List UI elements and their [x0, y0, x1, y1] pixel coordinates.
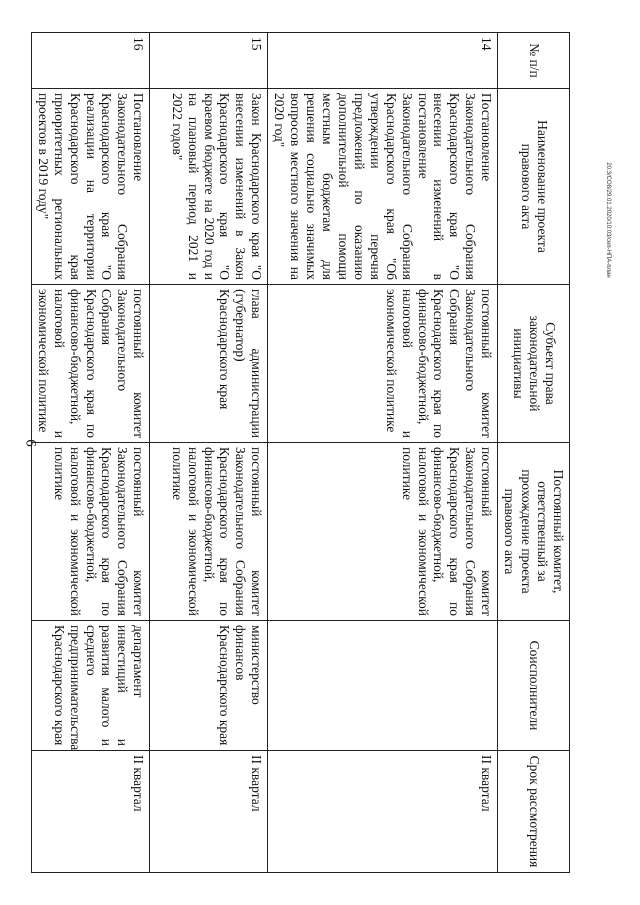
review-term-cell: II квартал: [31, 751, 149, 873]
committee-cell: постоянный комитет Законодательного Собрания Краснодарского края по финансово-бюджетной, налоговой и экономической политике: [268, 443, 498, 621]
review-term-cell: II квартал: [268, 751, 498, 873]
coexecutors-cell: министерство финансов Краснодарского края: [150, 621, 268, 751]
row-number: 16: [31, 33, 149, 89]
table-row: [150, 33, 268, 873]
header-initiative-subject: Субъект права законодательной инициативы: [498, 285, 570, 443]
initiative-subject-cell: постоянный комитет Законодательного Собрания Краснодарского края по финансово-бюджетной, налоговой и экономической политике: [268, 285, 498, 443]
act-name-cell: Постановление Законодательного Собрания Краснодарского края "О внесении изменений в постановление Законодательного Собрания Краснодарского края "Об утверждении перечня предложений по оказанию дополнительной помощи местным бюджетам для решения социально значимых вопросов местного значения на 2020 год": [268, 89, 498, 285]
act-name-cell: Закон Краснодарского края "О внесении изменений в Закон Краснодарского края "О краевом бюджете на 2020 год и на плановый период 2021 и 2022 годов": [150, 89, 268, 285]
committee-cell: постоянный комитет Законодательного Собрания Краснодарского края по финансово-бюджетной, налоговой и экономической политике: [31, 443, 149, 621]
committee-cell: постоянный комитет Законодательного Собрания Краснодарского края по финансово-бюджетной, налоговой и экономической политике: [150, 443, 268, 621]
initiative-subject-cell: постоянный комитет Законодательного Собрания Краснодарского края по финансово-бюджетной, налоговой и экономической политике: [31, 285, 149, 443]
review-term-cell: II квартал: [150, 751, 268, 873]
rotated-page-content: [35, 32, 570, 872]
header-coexecutors: Соисполнители: [498, 621, 570, 751]
header-number: № п/п: [498, 33, 570, 89]
initiative-subject-cell: глава администрации (губернатор) Краснодарского края: [150, 285, 268, 443]
table-header-row: [498, 33, 570, 873]
header-review-term: Срок рассмотрения: [498, 751, 570, 873]
coexecutors-cell: [268, 621, 498, 751]
act-name-cell: Постановление Законодательного Собрания Краснодарского края "О реализации на территории Краснодарского края приоритетных региональных проектов в 2019 году": [31, 89, 149, 285]
document-footer-code: 20.3/CO8/29.01.2020/10:03/сеп-НПА-план: [605, 162, 611, 278]
table-row: [268, 33, 498, 873]
row-number: 14: [268, 33, 498, 89]
table-row: [31, 33, 149, 873]
header-responsible-committee: Постоянный комитет, ответственный за прохождение проекта правового акта: [498, 443, 570, 621]
page-number: 6: [22, 439, 39, 447]
coexecutors-cell: департамент инвестиций и развития малого и среднего предпринимательства Краснодарского края: [31, 621, 149, 751]
legislative-plan-table: [31, 32, 570, 873]
header-act-name: Наименование проекта правового акта: [498, 89, 570, 285]
row-number: 15: [150, 33, 268, 89]
